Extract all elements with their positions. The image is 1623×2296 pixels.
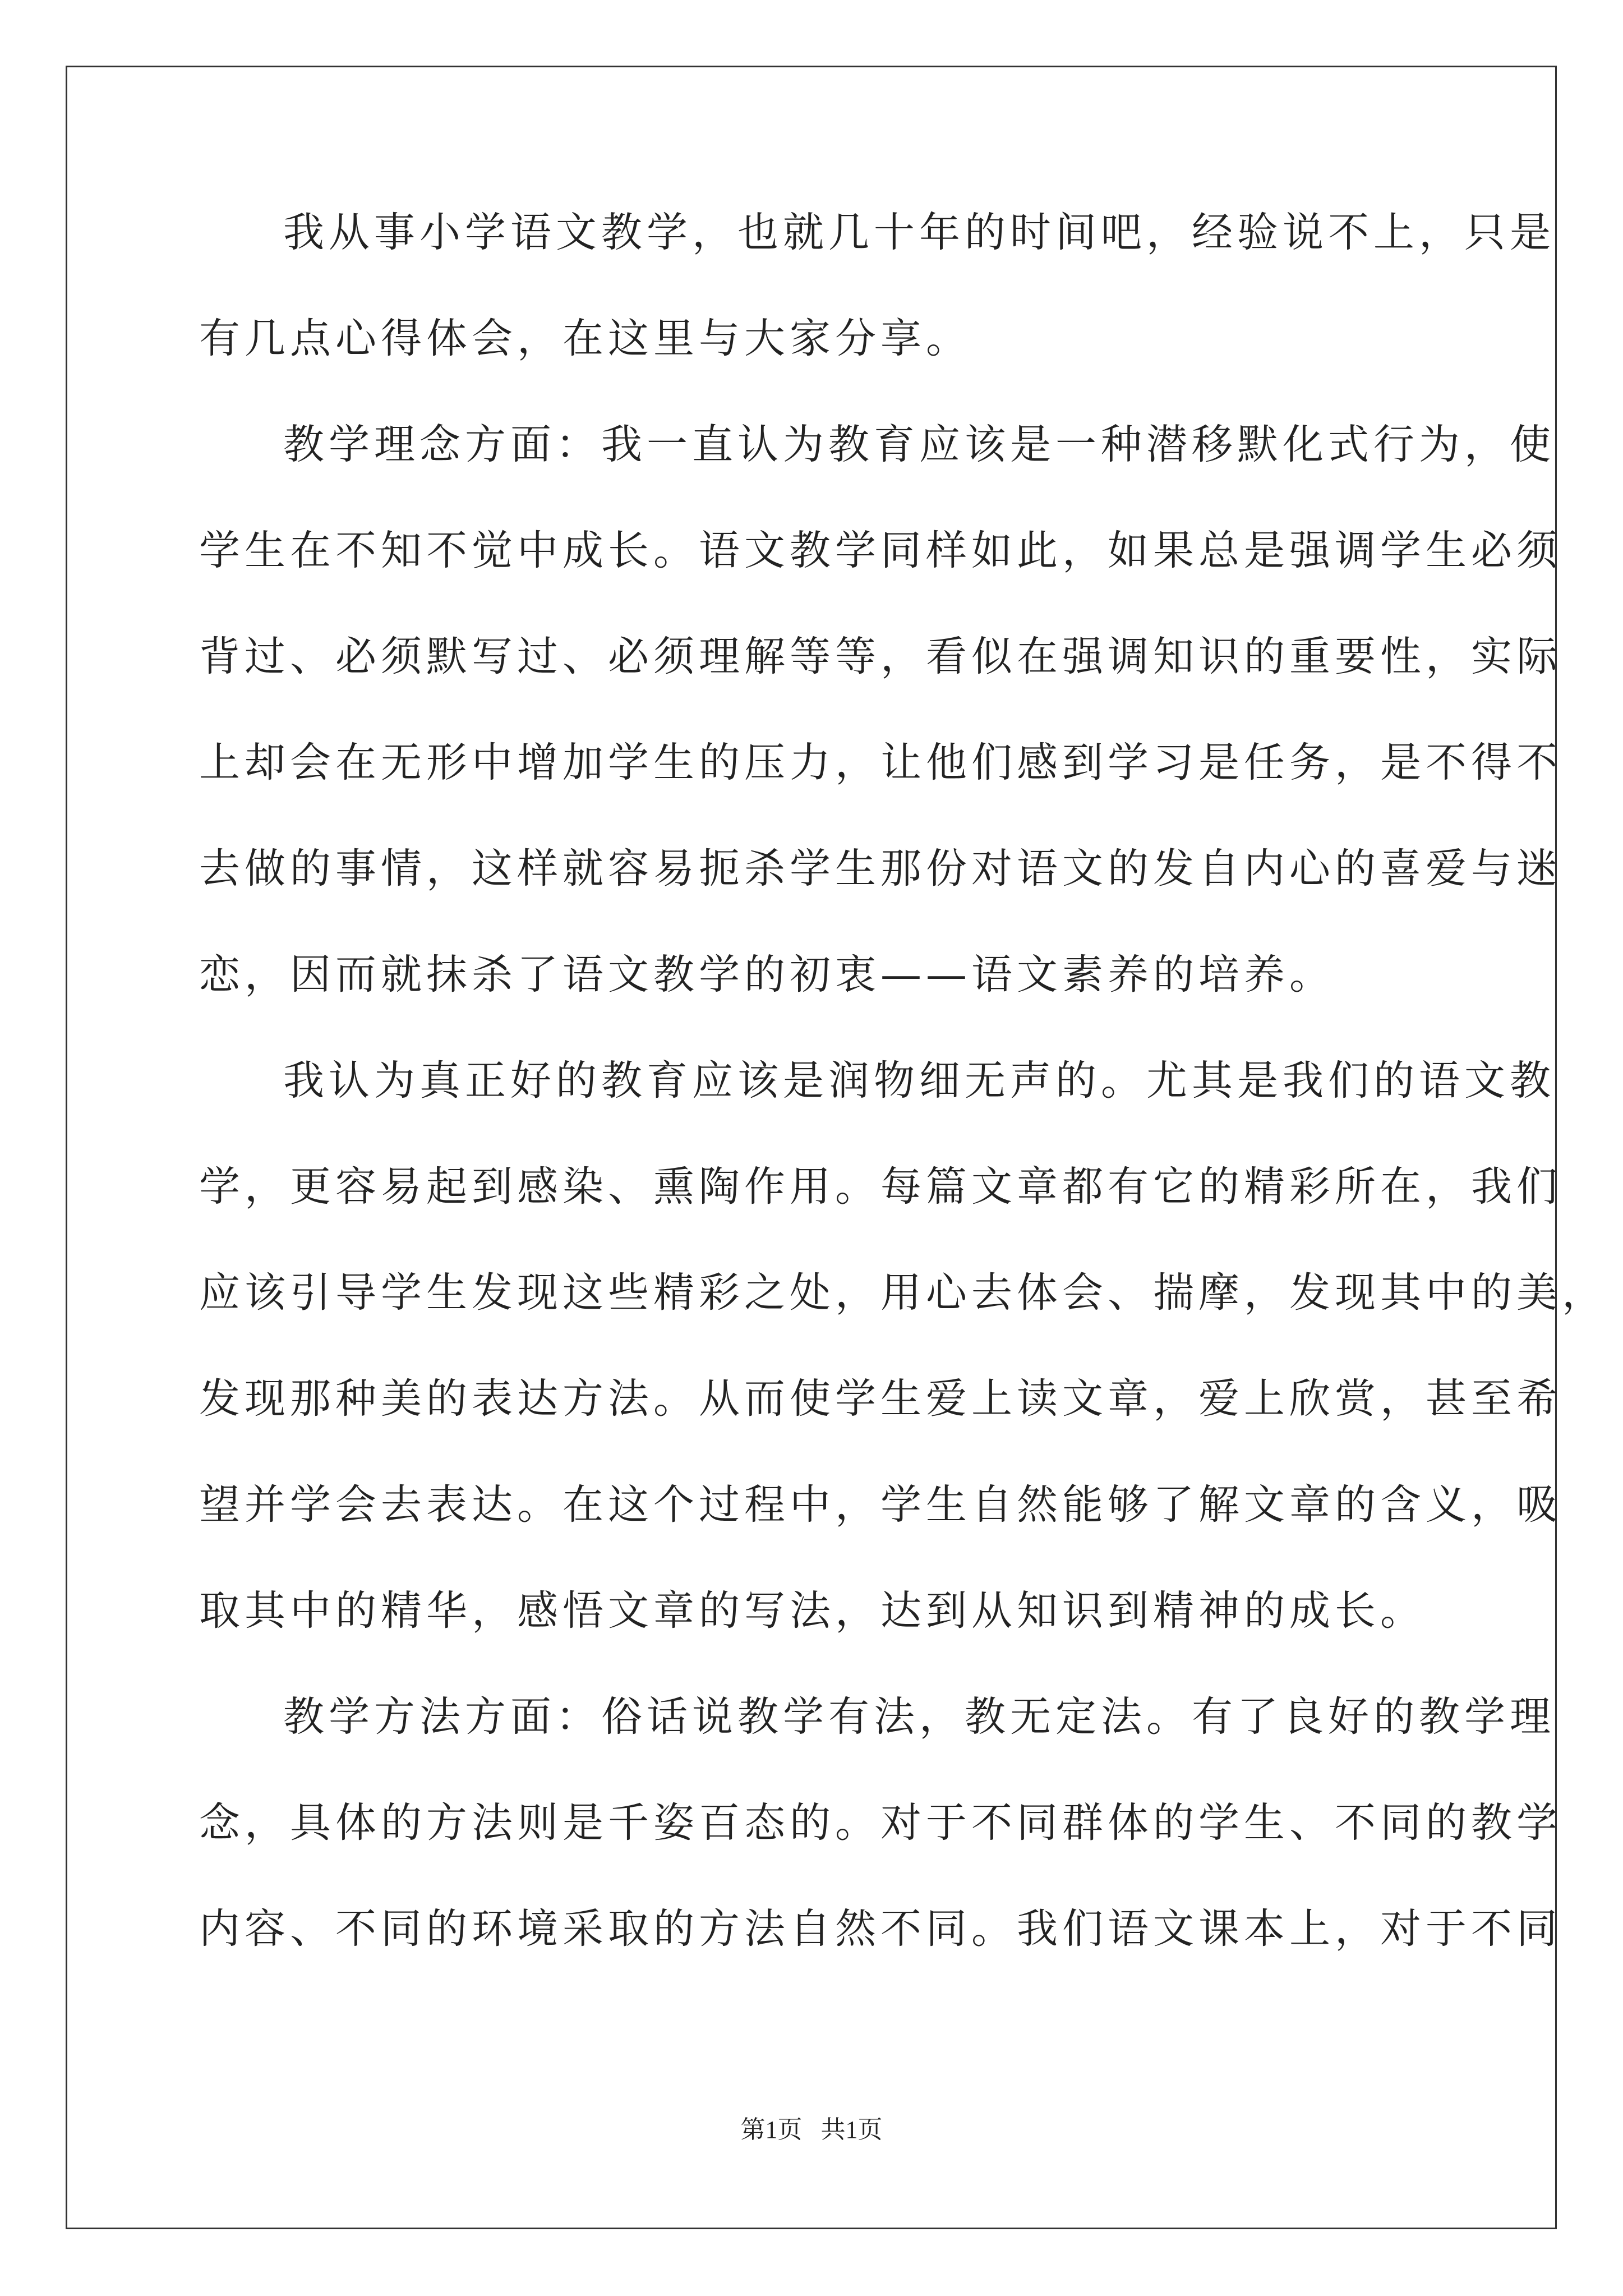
text-line: 背过、必须默写过、必须理解等等，看似在强调知识的重要性，实际 <box>199 633 1562 680</box>
text-line: 教学理念方面：我一直认为教育应该是一种潜移默化式行为，使 <box>283 421 1555 468</box>
text-line: 有几点心得体会，在这里与大家分享。 <box>199 315 971 362</box>
text-line: 上却会在无形中增加学生的压力，让他们感到学习是任务，是不得不 <box>199 739 1562 786</box>
text-line: 念，具体的方法则是千姿百态的。对于不同群体的学生、不同的教学 <box>199 1799 1562 1847</box>
text-line: 学，更容易起到感染、熏陶作用。每篇文章都有它的精彩所在，我们 <box>199 1163 1562 1211</box>
text-line: 望并学会去表达。在这个过程中，学生自然能够了解文章的含义，吸 <box>199 1481 1562 1529</box>
text-line: 取其中的精华，感悟文章的写法，达到从知识到精神的成长。 <box>199 1587 1426 1635</box>
page-number-footer: 第1页 共1页 <box>740 2116 883 2143</box>
text-line: 学生在不知不觉中成长。语文教学同样如此，如果总是强调学生必须 <box>199 527 1562 574</box>
text-line: 教学方法方面：俗话说教学有法，教无定法。有了良好的教学理 <box>283 1693 1555 1741</box>
text-line: 恋，因而就抹杀了语文教学的初衷——语文素养的培养。 <box>199 951 1335 999</box>
text-line: 我从事小学语文教学，也就几十年的时间吧，经验说不上，只是 <box>283 209 1555 256</box>
text-line: 发现那种美的表达方法。从而使学生爱上读文章，爱上欣赏，甚至希 <box>199 1375 1562 1423</box>
text-line: 去做的事情，这样就容易扼杀学生那份对语文的发自内心的喜爱与迷 <box>199 845 1562 892</box>
text-line: 内容、不同的环境采取的方法自然不同。我们语文课本上，对于不同 <box>199 1905 1562 1953</box>
text-line: 应该引导学生发现这些精彩之处，用心去体会、揣摩，发现其中的美， <box>199 1269 1607 1317</box>
text-line: 我认为真正好的教育应该是润物细无声的。尤其是我们的语文教 <box>283 1057 1555 1105</box>
